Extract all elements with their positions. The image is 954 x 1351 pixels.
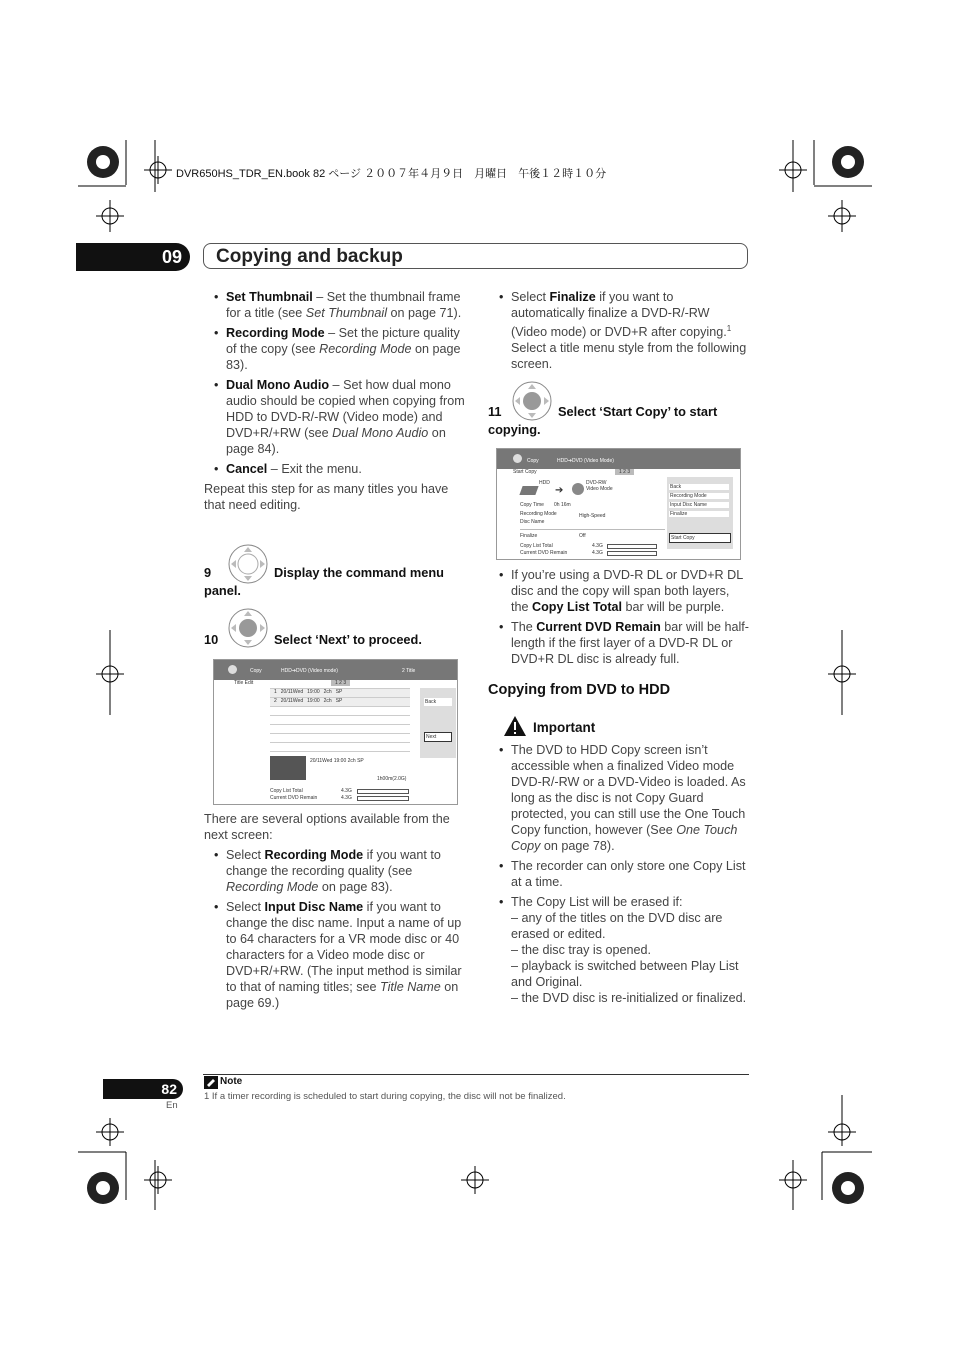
copy-list-total-bar [607,544,657,549]
finalize-bullet [499,289,749,372]
arrow-right-icon: ➔ [555,485,564,496]
warning-icon [503,715,527,737]
back-button[interactable]: Back [424,698,452,706]
section-title: Copying from DVD to HDD [488,682,671,698]
step-11-text: Select ‘Start Copy’ to start [558,404,718,419]
screen-tab: Start Copy [513,469,537,475]
note-item [499,567,749,615]
step-10-number: 10 [204,632,219,647]
option-term: Input Disc Name [264,900,364,914]
thumbnail [270,756,306,780]
option-ref: Recording Mode [226,880,319,894]
option-text: if you want to change the recording quality (see [226,848,441,878]
row-cell: SP [335,698,343,704]
finalize-term: Finalize [549,290,596,304]
option-pre: Select [226,848,265,862]
erase-condition: – any of the titles on the DVD disc are erased or edited. [511,911,723,941]
option-item [204,847,466,895]
copy-list-total-label: Copy List Total [520,543,553,549]
current-dvd-remain-bar [357,796,409,801]
finalize-tail: Select a title menu style from the following screen. [511,341,747,372]
row-cell: 2ch [323,698,332,704]
bullet-ref: Set Thumbnail [305,306,387,320]
screen-copy-label: Copy [250,668,262,674]
bullet-item [204,325,466,373]
notes-section [499,567,749,671]
row-cell: 19:00 [307,698,320,704]
step-11-number: 11 [488,404,502,419]
note-label: Note [220,1076,243,1087]
title-info: 20/11Wed 19:00 2ch SP [310,758,364,764]
erase-condition: – playback is switched between Play List and Original. [511,959,739,989]
hdd-label: HDD [539,480,550,486]
important-label: Important [533,720,596,735]
current-dvd-remain-label: Current DVD Remain [520,550,568,556]
bullet-text: – Set how dual mono audio should be copied when copying from HDD to DVD-R/-RW (Video mode) and DVD+R/+RW (see [226,378,465,440]
screen-tab: Title Edit [234,680,254,686]
step-9-cont: panel. [204,583,241,598]
important-text: The recorder can only store one Copy List at a time. [511,859,746,889]
screen-pager: 1 2 3 [615,469,634,475]
option-ref: Title Name [380,980,441,994]
step-9-text: Display the command menu [274,565,444,580]
note-tail: bar will be half-length if the first layer of a DVD-R DL or DVD+R DL disc is already full. [511,620,749,666]
bullet-item [204,289,466,321]
screen-title-count: 2 Title [402,668,416,674]
important-item [499,894,749,910]
row-cell: 20/11Wed [280,698,304,704]
erase-conditions [499,910,749,1006]
important-tail: on page 78). [540,839,615,853]
bullet-tail: on page 83). [226,342,461,372]
dvd-icon [572,483,584,495]
step-10-text: Select ‘Next’ to proceed. [274,632,422,647]
row-cell: SP [335,689,343,695]
screen-mode: HDD➔DVD (Video Mode) [557,458,614,464]
divider [520,529,665,530]
important-item [499,858,749,890]
footnote-text: 1 If a timer recording is scheduled to start during copying, the disc will not be finalized. [204,1091,566,1102]
row-cell: 2ch [323,689,332,695]
copy-icon [228,665,237,674]
menu-item[interactable]: Finalize [669,511,729,517]
screen-pager: 1 2 3 [331,680,350,686]
options-intro: There are several options available from the next screen: [204,812,450,842]
bullet-item [204,377,466,457]
bullet-ref: Recording Mode [319,342,412,356]
note-pre: The [511,620,537,634]
bullet-tail: on page 84). [226,426,446,456]
note-tail: bar will be purple. [622,600,725,614]
option-tail: on page 69.) [226,980,459,1010]
screen-mode: HDD➔DVD (Video mode) [281,668,338,674]
recording-mode-value: High-Speed [579,513,606,519]
table-row[interactable] [270,688,410,697]
row-cell: 2 [274,698,277,704]
copy-time-value: 0h 16m [554,502,571,508]
copy-list-total-value: 4.3G [341,788,352,794]
bullet-term: Dual Mono Audio [226,378,330,392]
note-icon [204,1076,218,1089]
bullet-item [204,461,466,477]
menu-item[interactable]: Recording Mode [669,493,729,499]
copy-icon [513,454,522,463]
important-section [499,742,749,1006]
note-item [499,619,749,667]
important-list [499,742,749,910]
note-pre: If you’re using a DVD-R DL or DVD+R DL disc and the copy will span both layers, the [511,568,743,614]
bullet-text: – Exit the menu. [267,462,362,476]
erase-condition: – the disc tray is opened. [511,943,652,957]
copy-list-total-label: Copy List Total [270,788,303,794]
current-dvd-remain-bar [607,551,657,556]
remote-enter-icon [511,380,553,422]
bullet-ref: Dual Mono Audio [332,426,429,440]
important-text: The DVD to HDD Copy screen isn’t accessible when a finalized Video mode DVD-R/-RW or a DVD-Video is loaded. As long as the disc is not Copy Guard protected, you can still use the One Touch Copy function, however (See [511,743,746,837]
step-11-cont: copying. [488,422,541,437]
disc-name-label: Disc Name [520,519,545,525]
bullet-term: Cancel [226,462,268,476]
side-menu [420,688,456,758]
copy-time-label: Copy Time [520,502,544,508]
footer-rule [203,1074,749,1075]
table-row[interactable] [270,697,410,706]
note-term: Current DVD Remain [536,620,661,634]
next-button[interactable]: Next [424,732,452,742]
important-item [499,742,749,854]
screen-header [214,660,457,686]
dvd-label: DVD-RW Video Mode [586,480,613,492]
important-text: The Copy List will be erased if: [511,895,683,909]
title-edit-screen [213,659,458,805]
finalize-pre: Select [511,290,550,304]
remote-dpad-icon [227,543,269,585]
options-list [204,847,466,1011]
copy-list-total-bar [357,789,409,794]
row-cell: 1 [274,689,277,695]
repeat-text: Repeat this step for as many titles you have that need editing. [204,482,449,512]
current-dvd-remain-value: 4.3G [592,550,603,556]
remote-enter-icon [227,607,269,649]
bullet-text: – Set the thumbnail frame for a title (see [226,290,461,320]
menu-item[interactable]: Input Disc Name [669,502,729,508]
left-column [204,289,466,517]
start-copy-screen [496,448,741,560]
important-ref: One Touch Copy [511,823,738,853]
screen-header [497,449,740,475]
row-cell: 20/11Wed [280,689,304,695]
option-text: if you want to change the disc name. Input a name of up to 64 characters for a VR mode disc or 40 characters for a Video mode disc or DVD+R/+RW. (The input method is similar to that of naming titles; see [226,900,462,994]
option-item [204,899,466,1011]
finalize-label: Finalize [520,533,538,539]
step-9-number: 9 [204,565,212,580]
finalize-section [499,289,749,376]
left-bullet-list [204,289,466,477]
chapter-number: 09 [76,243,190,271]
hdd-icon [519,486,538,495]
bullet-term: Recording Mode [226,326,325,340]
note-term: Copy List Total [532,600,623,614]
copy-list-total-value: 4.3G [592,543,603,549]
side-menu [667,477,733,549]
page-lang: En [166,1100,178,1111]
page-number: 82 [103,1079,183,1099]
finalize-text: if you want to automatically finalize a DVD-R/-RW (Video mode) or DVD+R after copying. [511,290,727,340]
option-term: Recording Mode [264,848,364,862]
chapter-title: Copying and backup [203,243,748,269]
bullet-text: – Set the picture quality of the copy (see [226,326,460,356]
erase-condition: – the DVD disc is re-initialized or finalized. [511,991,747,1005]
option-pre: Select [226,900,265,914]
start-copy-button[interactable]: Start Copy [669,533,731,543]
finalize-value: Off [579,533,586,539]
menu-item[interactable]: Back [669,484,729,490]
option-tail: on page 83). [318,880,393,894]
title-duration: 1h00m(2.0G) [377,776,407,782]
title-list [270,688,410,760]
notes-list [499,567,749,667]
screen-copy-label: Copy [527,458,539,464]
bullet-term: Set Thumbnail [226,290,313,304]
recording-mode-label: Recording Mode [520,511,557,517]
bullet-tail: on page 71). [387,306,462,320]
footnote-ref: 1 [726,324,732,333]
row-cell: 19:00 [307,689,320,695]
current-dvd-remain-label: Current DVD Remain [270,795,318,801]
book-meta: DVR650HS_TDR_EN.book 82 ページ ２００７年４月９日 月曜日 午後１２時１０分 [176,168,607,180]
options-section [204,811,466,1015]
current-dvd-remain-value: 4.3G [341,795,352,801]
